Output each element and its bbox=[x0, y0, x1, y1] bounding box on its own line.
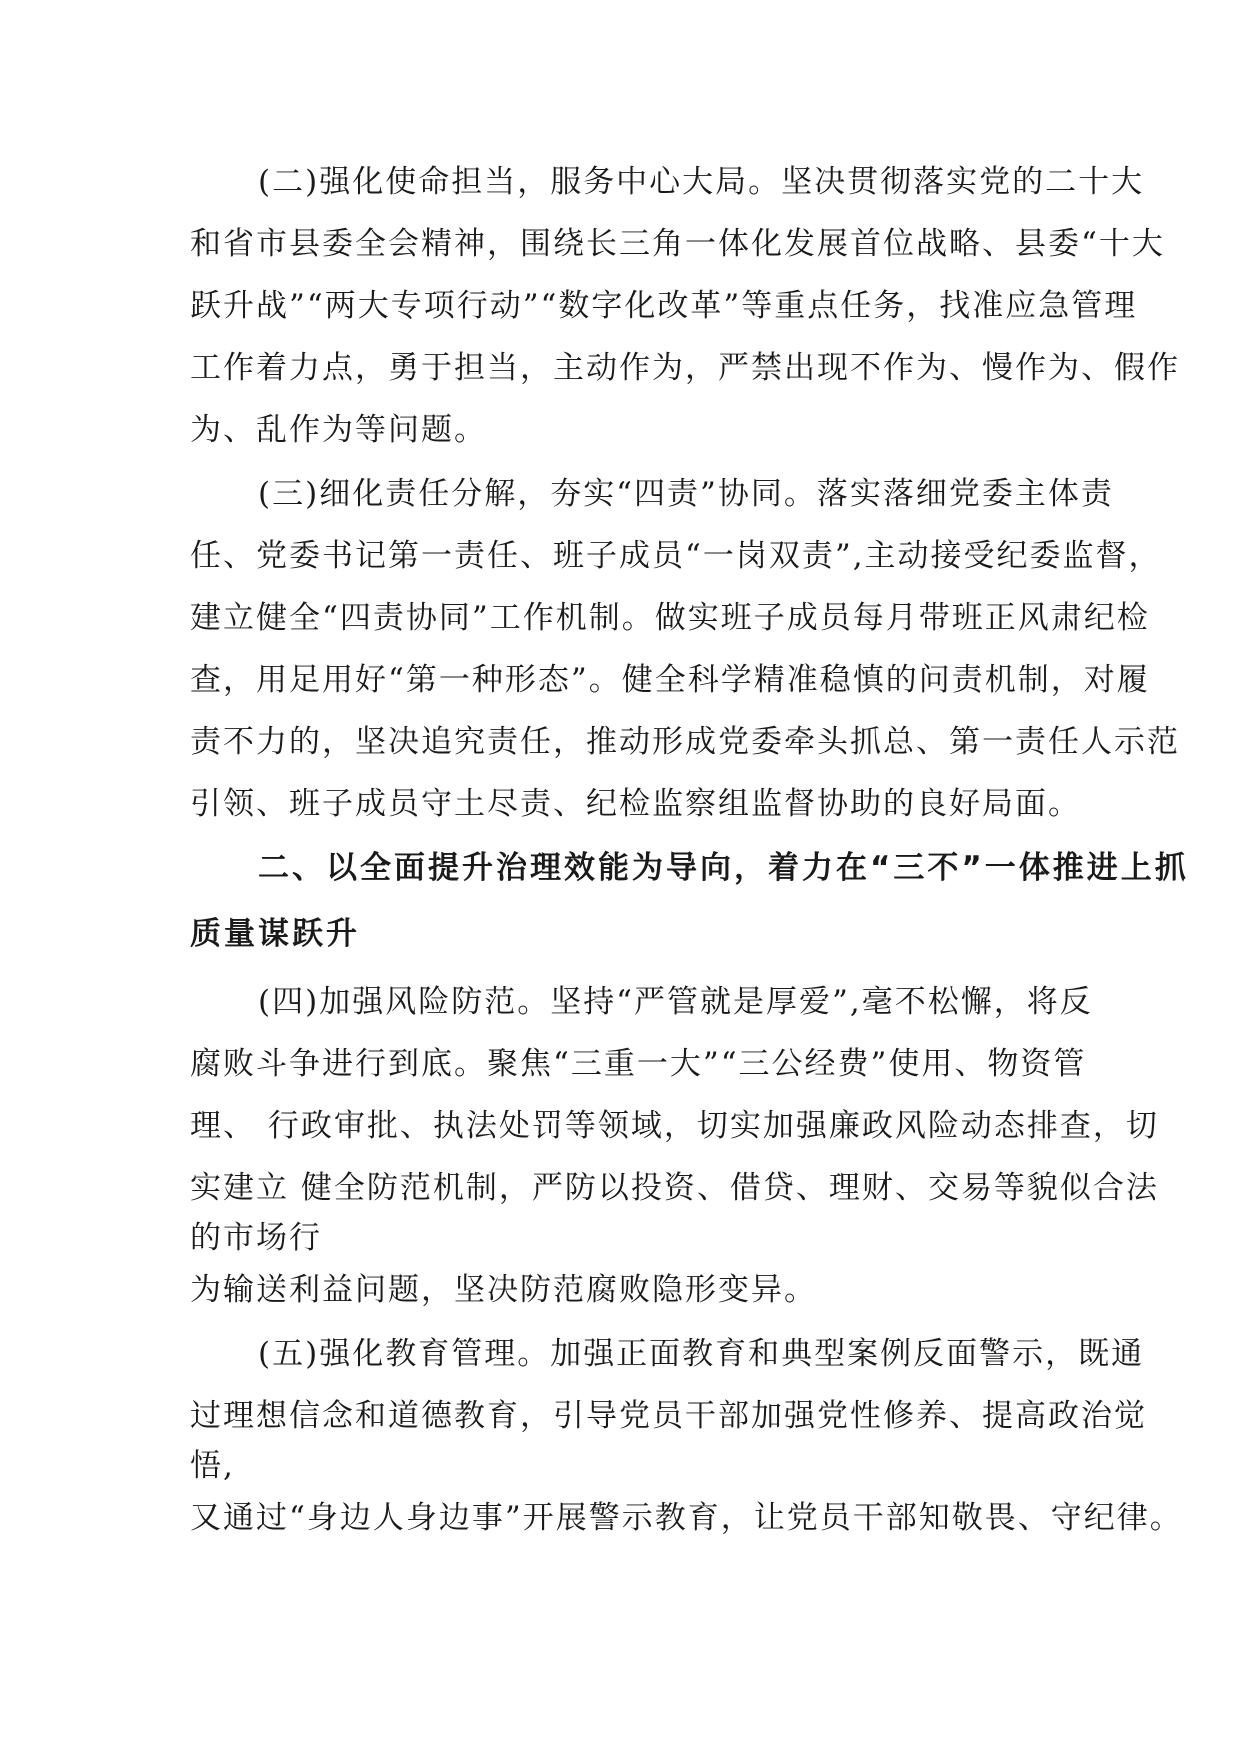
paragraph-4-line-6: 为输送利益问题，坚决防范腐败隐形变异。 bbox=[190, 1272, 817, 1308]
paragraph-3-line-3: 建立健全“四责协同”工作机制。做实班子成员每月带班正风肃纪检 bbox=[190, 600, 1150, 636]
paragraph-2-line-3: 跃升战”“两大专项行动”“数字化改革”等重点任务，找准应急管理 bbox=[190, 288, 1138, 324]
paragraph-3-line-4: 查，用足用好“第一种形态”。健全科学精准稳慎的问责机制，对履 bbox=[190, 662, 1150, 698]
paragraph-3-line-6: 引领、班子成员守土尽责、纪检监察组监督协助的良好局面。 bbox=[190, 786, 1081, 822]
paragraph-2-line-4: 工作着力点，勇于担当，主动作为，严禁出现不作为、慢作为、假作 bbox=[190, 350, 1180, 386]
paragraph-2-line-1: (二)强化使命担当，服务中心大局。坚决贯彻落实党的二十大 bbox=[258, 164, 1145, 200]
paragraph-3-line-2: 任、党委书记第一责任、班子成员“一岗双责”,主动接受纪委监督， bbox=[190, 538, 1162, 574]
paragraph-5-line-4: 又通过“身边人身边事”开展警示教育，让党员干部知敬畏、守纪律。 bbox=[190, 1500, 1183, 1536]
paragraph-5-line-2: 过理想信念和道德教育，引导党员干部加强党性修养、提高政治觉 bbox=[190, 1398, 1147, 1434]
section-heading-line-2: 质量谋跃升 bbox=[190, 916, 360, 952]
paragraph-4-line-1: (四)加强风险防范。坚持“严管就是厚爱”,毫不松懈，将反 bbox=[258, 984, 1093, 1020]
paragraph-3-line-5: 责不力的，坚决追究责任，推动形成党委牵头抓总、第一责任人示范 bbox=[190, 724, 1180, 760]
paragraph-4-line-5: 的市场行 bbox=[190, 1220, 322, 1256]
paragraph-3-line-1: (三)细化责任分解，夯实“四责”协同。落实落细党委主体责 bbox=[258, 476, 1114, 512]
paragraph-2-line-2: 和省市县委全会精神，围绕长三角一体化发展首位战略、县委“十大 bbox=[190, 226, 1165, 262]
paragraph-4-line-3: 理、 行政审批、执法处罚等领域，切实加强廉政风险动态排查，切 bbox=[190, 1108, 1159, 1144]
paragraph-5-line-3: 悟, bbox=[190, 1448, 235, 1484]
paragraph-2-line-5: 为、乱作为等问题。 bbox=[190, 412, 487, 448]
paragraph-4-line-2: 腐败斗争进行到底。聚焦“三重一大”“三公经费”使用、物资管 bbox=[190, 1046, 1087, 1082]
paragraph-4-line-4: 实建立 健全防范机制，严防以投资、借贷、理财、交易等貌似合法 bbox=[190, 1170, 1159, 1206]
section-heading-line-1: 二、以全面提升治理效能为导向，着力在“三不”一体推进上抓 bbox=[258, 850, 1189, 886]
paragraph-5-line-1: (五)强化教育管理。加强正面教育和典型案例反面警示，既通 bbox=[258, 1336, 1145, 1372]
